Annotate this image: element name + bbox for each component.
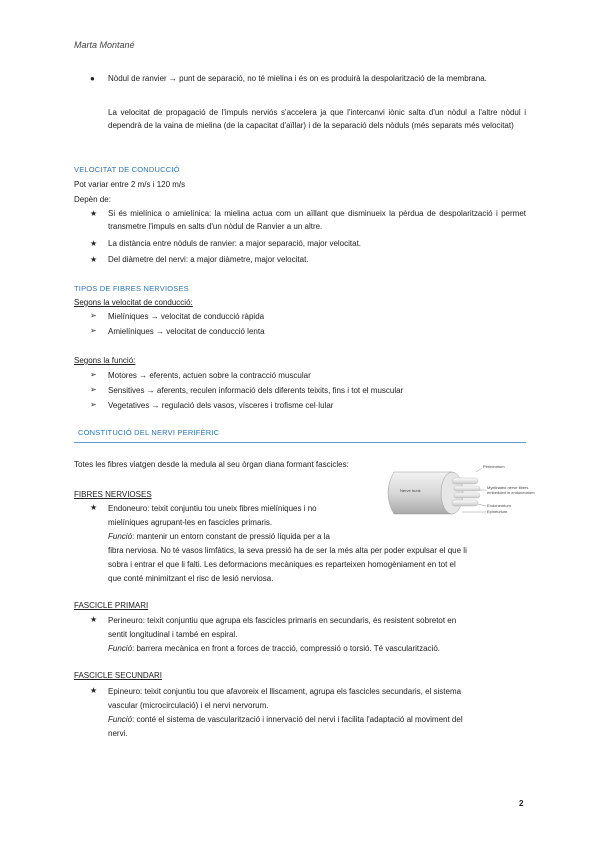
epineuro-text: teixit conjuntiu tou que afavoreix el lliscament, agrupa els fascicles secundaris, el sistema (144, 687, 462, 696)
endoneuro-function-line3: sobra i entrar el que li falti. Les deformacions mecàniques es reparteixen homogèniament en tot el (108, 560, 456, 569)
arrow-icon: ➢ (90, 385, 97, 394)
nerve-diagram (382, 460, 535, 526)
star-icon: ★ (90, 255, 98, 264)
speed-item: Amielíniques → velocitat de conducció lenta (108, 327, 265, 336)
star-icon: ★ (90, 209, 98, 218)
depends-label: Depèn de: (74, 195, 111, 204)
secondary-label: FASCICLE SECUNDARI (74, 671, 163, 680)
velocity-item-diameter: Del diàmetre del nervi: a major diàmetre, major velocitat. (108, 255, 309, 264)
header-author: Marta Montané (74, 40, 135, 50)
star-icon: ★ (90, 239, 98, 248)
endoneuro-line1 (108, 502, 370, 515)
by-speed-label: Segons la velocitat de conducció: (74, 298, 193, 307)
peripheral-intro: Totes les fibres viatgen desde la medula al seu òrgan diana formant fascicles: (74, 460, 349, 469)
by-function-label: Segons la funció: (74, 356, 136, 365)
diagram-label-fibers: Myelinated nerve fibers (487, 485, 529, 490)
endoneuro-function-text: : mantenir un entorn constant de pressió líquida per a la (132, 532, 330, 541)
peripheral-heading: CONSTITUCIÓ DEL NERVI PERIFÈRIC (78, 428, 220, 437)
function-item: Vegetatives → regulació dels vasos, vísceres i trofisme cel·lular (108, 401, 334, 410)
endoneuro-text: teixit conjuntiu tou uneix fibres mielíniques i no (151, 504, 317, 513)
function-label: Funció (108, 644, 133, 653)
epineuro-function-line2: nervi. (108, 729, 128, 738)
velocity-range: Pot variar entre 2 m/s i 120 m/s (74, 180, 186, 189)
epineuro-line2: vascular (microcirculació) i el nervi nervorum. (108, 701, 269, 710)
perineuro-text: teixit conjuntiu que agrupa els fascicles primaris en secundaris, és resistent sobretot en (147, 616, 457, 625)
velocity-item-distance: La distància entre nòduls de ranvier: a major separació, major velocitat. (108, 239, 362, 248)
page-number: 2 (519, 799, 524, 808)
endoneuro-function-line2: fibra nerviosa. No té vasos limfàtics, la seva pressió ha de ser la més alta per poder expulsar el que li (108, 546, 467, 555)
heading-rule (74, 442, 526, 443)
function-label: Funció (108, 715, 133, 724)
diagram-label-trunk: Nerve trunk (400, 488, 421, 493)
arrow-icon: ➢ (90, 311, 97, 320)
star-icon: ★ (90, 503, 98, 512)
primary-label: FASCICLE PRIMARI (74, 601, 149, 610)
epineuro-term: Epineuro: (108, 687, 143, 696)
diagram-label-embedded: embedded in endoneurium (487, 490, 535, 495)
fibres-label: FIBRES NERVIOSES (74, 490, 152, 499)
arrow-icon: ➢ (90, 326, 97, 335)
bullet-dot: ● (90, 74, 95, 83)
function-label: Funció (108, 532, 133, 541)
function-item: Sensitives → aferents, reculen informació dels diferents teixits, fins i tot el muscular (108, 386, 404, 395)
diagram-label-epineurium: Epineurium (487, 509, 508, 514)
epineuro-line1 (108, 685, 526, 698)
arrow-icon: ➢ (90, 400, 97, 409)
epineuro-function-text: : conté el sistema de vascularització i innervació del nervi i facilita l'adaptació al moviment del (132, 715, 463, 724)
velocity-heading: VELOCITAT DE CONDUCCIÓ (74, 165, 180, 174)
diagram-label-perineurium: Perineurium (483, 464, 505, 469)
endoneuro-line2: mielíniques agrupant-les en fascicles primaris. (108, 518, 273, 527)
epineuro-function-line1 (108, 713, 526, 726)
function-item: Motores → eferents, actuen sobre la contracció muscular (108, 371, 311, 380)
perineuro-line2: sentit longitudinal i també en espiral. (108, 630, 238, 639)
perineuro-term: Perineuro: (108, 616, 145, 625)
endoneuro-term: Endoneuro: (108, 504, 150, 513)
fiber-types-heading: TIPOS DE FIBRES NERVIOSES (74, 284, 189, 293)
perineuro-function-text: : barrera mecànica en front a forces de tracció, compressió o torsió. Té vascularització. (132, 644, 440, 653)
diagram-label-endoneurium: Endoneurium (487, 503, 511, 508)
speed-item: Mielíniques → velocitat de conducció ràpida (108, 312, 265, 321)
perineuro-function (108, 642, 440, 655)
arrow-icon: ➢ (90, 370, 97, 379)
endoneuro-function-line4: que conté minimitzant el risc de lesió nerviosa. (108, 574, 274, 583)
star-icon: ★ (90, 686, 98, 695)
endoneuro-function-line1 (108, 530, 330, 543)
node-ranvier-paragraph: La velocitat de propagació de l'impuls nerviós s'accelera ja que l'intercanvi iònic salta d'un nòdul a l'altre nòdul i dependrà de la vaina de mielina (de la capacitat d'aïllar) i de la separació dels nòduls (més separats més velocitat) (108, 108, 526, 130)
star-icon: ★ (90, 615, 98, 624)
velocity-item-myelin: Si és mielínica o amielínica: la mielina actua com un aïllant que disminueix la pèrdua de despolarització i permet transmetre l'impuls en salts d'un nòdul de Ranvier a un altre. (108, 209, 526, 231)
node-ranvier-item: Nòdul de ranvier → punt de separació, no té mielina i és on es produirà la despolarització de la membrana. (108, 74, 487, 83)
perineuro-line1 (108, 614, 526, 627)
